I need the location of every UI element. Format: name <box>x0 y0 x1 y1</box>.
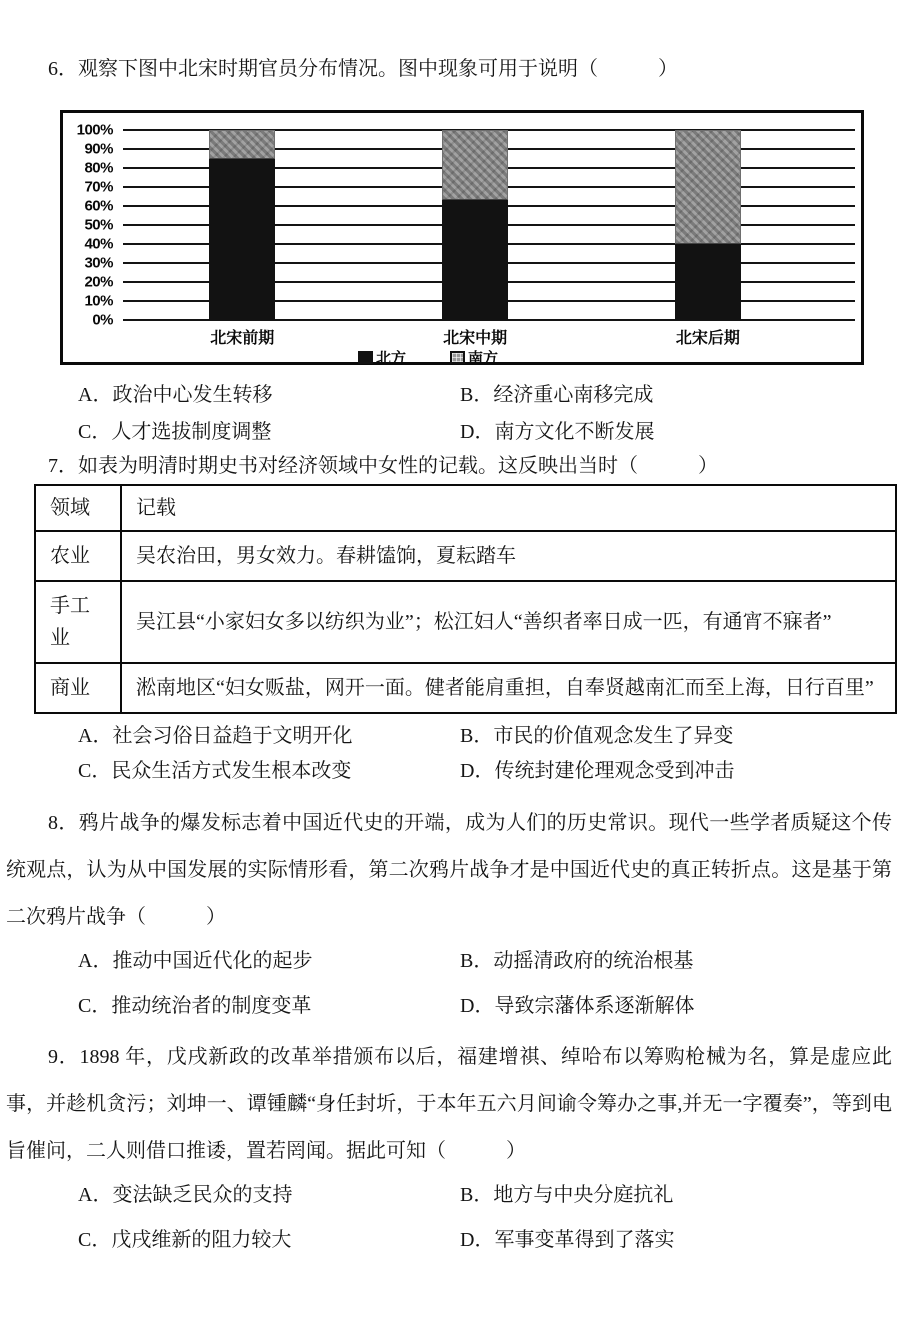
chart-y-axis <box>63 121 117 329</box>
row-record: 吴江县“小家妇女多以纺织为业”；松江妇人“善织者率日成一匹，有通宵不寐者” <box>121 581 896 663</box>
legend-item-north <box>358 347 406 368</box>
north-legend-swatch-icon <box>358 351 373 364</box>
q6-option-d: D．南方文化不断发展 <box>460 421 655 443</box>
chart-x-axis-labels <box>123 325 855 347</box>
bar-segment-south <box>675 130 741 244</box>
q9-option-d: D．军事变革得到了落实 <box>460 1229 675 1251</box>
song-officials-distribution-chart <box>60 110 864 365</box>
chart-y-tick-label: 0% <box>92 311 113 329</box>
chart-y-tick-label: 60% <box>84 197 113 215</box>
q7-option-b: B．市民的价值观念发生了异变 <box>460 725 734 747</box>
table-row <box>35 531 896 581</box>
question-7-stem: 7．如表为明清时期史书对经济领域中女性的记载。这反映出当时（ ） <box>48 455 718 477</box>
q6-option-c: C．人才选拔制度调整 <box>78 421 272 443</box>
chart-legend <box>29 347 827 368</box>
question-9-options <box>78 1183 890 1253</box>
q6-option-b: B．经济重心南移完成 <box>460 384 654 406</box>
chart-bar-1 <box>209 130 275 320</box>
question-6-stem: 6．观察下图中北宋时期官员分布情况。图中现象可用于说明（ ） <box>48 58 678 80</box>
q8-option-d: D．导致宗藩体系逐渐解体 <box>460 995 695 1017</box>
chart-y-tick-label: 50% <box>84 216 113 234</box>
q9-option-a: A．变法缺乏民众的支持 <box>78 1184 293 1206</box>
chart-category-label: 北宋后期 <box>675 330 740 347</box>
chart-y-tick-label: 70% <box>84 178 113 196</box>
chart-y-tick-label: 80% <box>84 159 113 177</box>
bar-segment-north <box>442 200 508 320</box>
question-8-options <box>78 949 890 1019</box>
chart-bar-2 <box>442 130 508 320</box>
header-cell-field: 领域 <box>35 485 121 531</box>
chart-y-tick-label: 20% <box>84 273 113 291</box>
header-cell-record: 记载 <box>121 485 896 531</box>
row-field: 手工业 <box>35 581 121 663</box>
q8-option-a: A．推动中国近代化的起步 <box>78 950 313 972</box>
question-8-stem: 8．鸦片战争的爆发标志着中国近代史的开端，成为人们的历史常识。现代一些学者质疑这个传统观点，认为从中国发展的实际情形看，第二次鸦片战争才是中国近代史的真正转折点。这是基于第二次鸦片战争（ ） <box>6 812 892 928</box>
bar-segment-north <box>209 159 275 321</box>
q9-option-c: C．戊戌维新的阻力较大 <box>78 1229 292 1251</box>
row-record: 吴农治田，男女效力。春耕馌饷，夏耘踏车 <box>121 531 896 581</box>
row-field: 农业 <box>35 531 121 581</box>
chart-y-tick-label: 100% <box>76 121 113 139</box>
question-7-options <box>78 724 890 784</box>
chart-plot-area <box>123 130 855 320</box>
q7-records-table <box>34 484 897 714</box>
q9-option-b: B．地方与中央分庭抗礼 <box>460 1184 674 1206</box>
q6-option-a: A．政治中心发生转移 <box>78 384 273 406</box>
table-header-row <box>35 485 896 531</box>
row-field: 商业 <box>35 663 121 713</box>
chart-y-tick-label: 90% <box>84 140 113 158</box>
legend-item-south <box>450 347 498 368</box>
bar-segment-south <box>442 130 508 200</box>
legend-north-label: 北方 <box>375 351 406 367</box>
question-9-stem: 9．1898 年，戊戌新政的改革举措颁布以后，福建增祺、绰哈布以筹购枪械为名，算是虚应此事，并趁机贪污；刘坤一、谭锺麟“身任封圻，于本年五六月间谕令筹办之事,并无一字覆奏”，等到电旨催问，二人则借口推诿，置若罔闻。据此可知（ ） <box>6 1046 892 1162</box>
legend-south-label: 南方 <box>468 351 499 367</box>
q7-option-d: D．传统封建伦理观念受到冲击 <box>460 760 735 782</box>
question-6-options <box>78 383 890 445</box>
q8-option-c: C．推动统治者的制度变革 <box>78 995 312 1017</box>
chart-y-tick-label: 30% <box>84 254 113 272</box>
table-row <box>35 663 896 713</box>
south-legend-swatch-icon <box>450 351 465 364</box>
chart-category-label: 北宋中期 <box>443 330 508 347</box>
row-record: 淞南地区“妇女贩盐，网开一面。健者能肩重担，自奉贤越南汇而至上海，日行百里” <box>121 663 896 713</box>
q7-option-a: A．社会习俗日益趋于文明开化 <box>78 725 353 747</box>
bar-segment-south <box>209 130 275 159</box>
chart-y-tick-label: 10% <box>84 292 113 310</box>
chart-category-label: 北宋前期 <box>210 330 275 347</box>
q8-option-b: B．动摇清政府的统治根基 <box>460 950 694 972</box>
table-row <box>35 581 896 663</box>
chart-bar-3 <box>675 130 741 320</box>
chart-y-tick-label: 40% <box>84 235 113 253</box>
q7-option-c: C．民众生活方式发生根本改变 <box>78 760 352 782</box>
bar-segment-north <box>675 244 741 320</box>
